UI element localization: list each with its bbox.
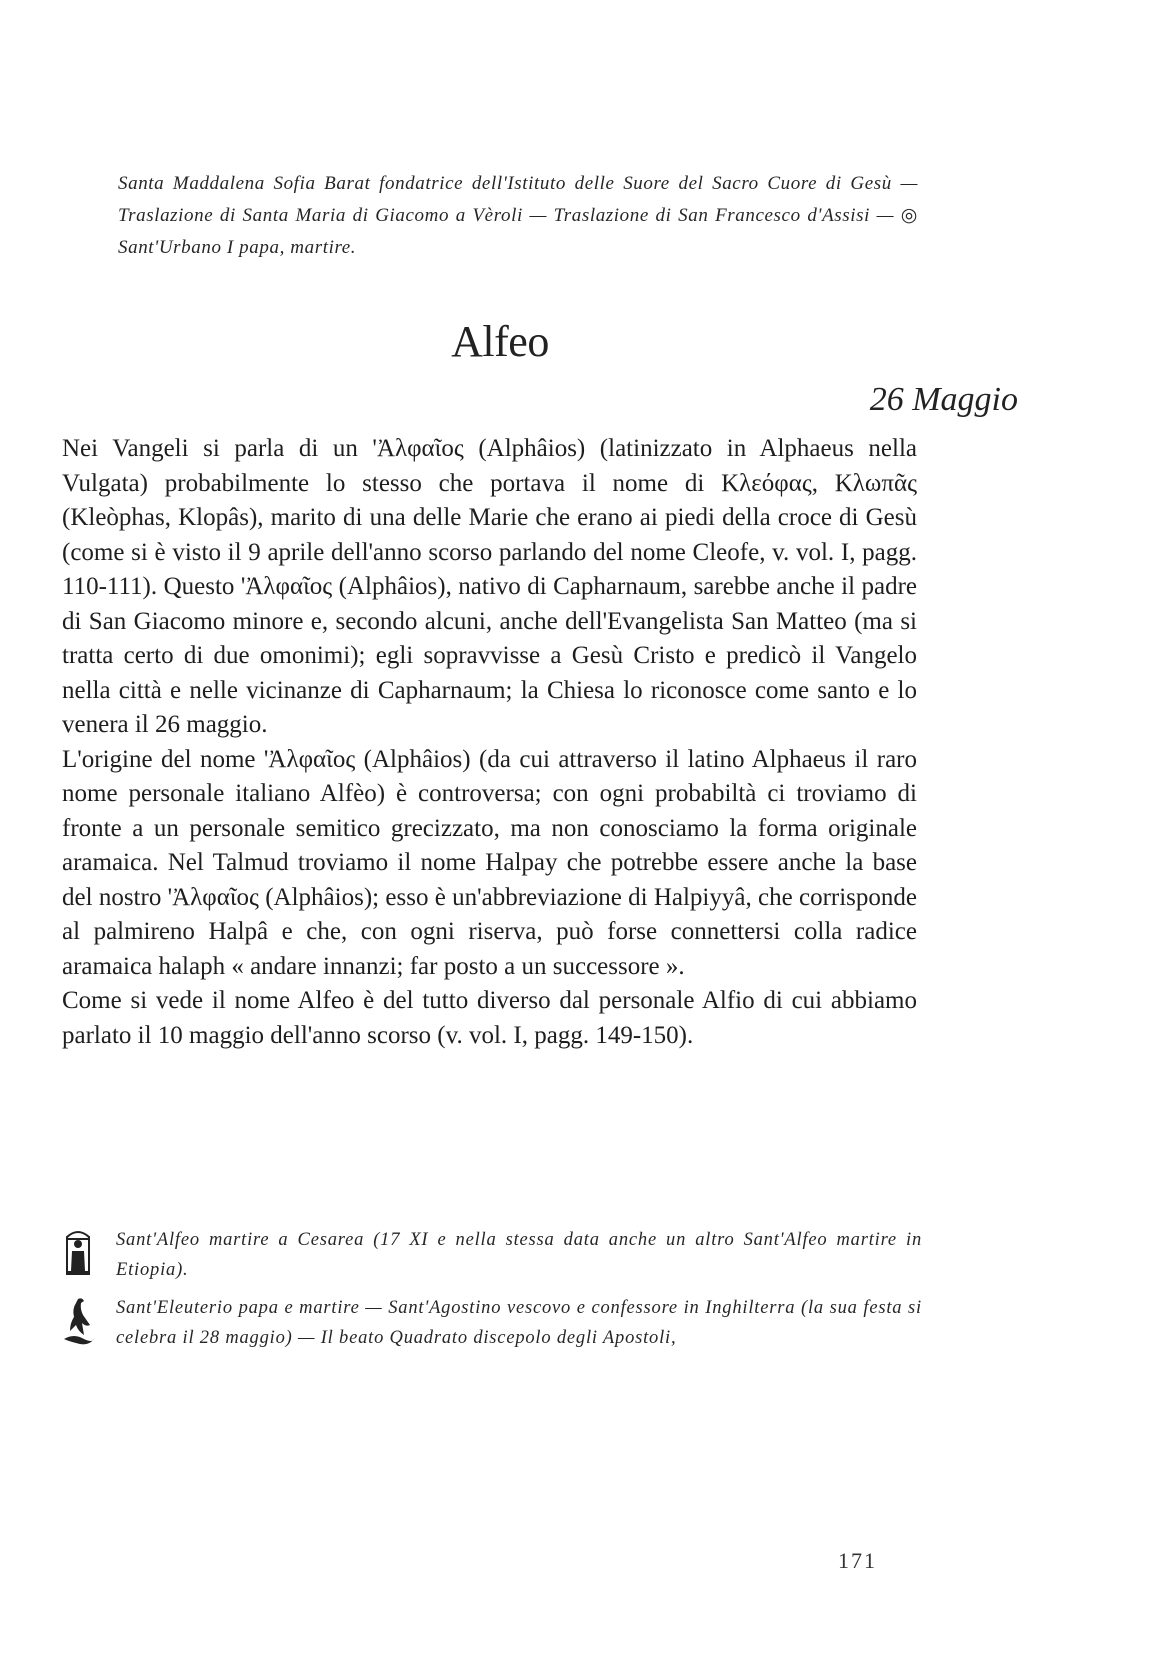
page-title: Alfeo <box>451 317 549 366</box>
body-text <box>62 432 917 1053</box>
saint-figure-icon <box>62 1227 98 1282</box>
paragraph: Nei Vangeli si parla di un 'Ἀλφαῖος (Alphâios) (latinizzato in Alphaeus nella Vulgata) probabilmente lo stesso che portava il nome di Κλεόφας, Κλωπᾶς (Kleòphas, Klopâs), marito di una delle Marie che erano ai piedi della croce di Gesù (come si è visto il 9 aprile dell'anno scorso parlando del nome Cleofe, v. vol. I, pagg. 110-111). Questo 'Ἀλφαῖος (Alphâios), nativo di Capharnaum, sarebbe anche il padre di San Giacomo minore e, secondo alcuni, anche dell'Evangelista San Matteo (ma si tratta certo di due omonimi); egli sopravvisse a Gesù Cristo e predicò il Vangelo nella città e nelle vicinanze di Capharnaum; la Chiesa lo riconosce come santo e lo venera il 26 maggio. <box>62 435 917 738</box>
saint-entry-text: Sant'Alfeo martire a Cesarea (17 XI e nella stessa data anche un altro Sant'Alfeo martire in Etiopia). <box>116 1230 922 1280</box>
paragraph: L'origine del nome 'Ἀλφαῖος (Alphâios) (da cui attraverso il latino Alphaeus il raro nome personale italiano Alfèo) è controversa; con ogni probabiltà ci troviamo di fronte a un personale semitico grecizzato, ma non conosciamo la forma originale aramaica. Nel Talmud troviamo il nome Halpay che potrebbe essere anche la base del nostro 'Ἀλφαῖος (Alphâios); esso è un'abbreviazione di Halpiyyâ, che corrisponde al palmireno Halpâ e che, con ogni riserva, può forse connettersi colla radice aramaica halaph « andare innanzi; far posto a un successore ». <box>62 745 917 980</box>
saint-entry <box>62 1225 922 1285</box>
paragraph: Come si vede il nome Alfeo è del tutto diverso dal personale Alfio di cui abbiamo parlato il 10 maggio dell'anno scorso (v. vol. I, pagg. 149-150). <box>62 987 917 1049</box>
feast-date: 26 Maggio <box>869 381 1018 418</box>
page-number: 171 <box>838 1548 877 1573</box>
intro-note: Santa Maddalena Sofia Barat fondatrice dell'Istituto delle Suore del Sacro Cuore di Gesù — Traslazione di Santa Maria di Giacomo a Vèroli — Traslazione di San Francesco d'Assisi — ◎ Sant'Urbano I papa, martire. <box>118 173 918 258</box>
saint-entry-text: Sant'Eleuterio papa e martire — Sant'Agostino vescovo e confessore in Inghilterra (la sua festa si celebra il 28 maggio) — Il beato Quadrato discepolo degli Apostoli, <box>116 1298 922 1348</box>
saint-entry <box>62 1293 922 1353</box>
eagle-icon <box>62 1295 98 1352</box>
